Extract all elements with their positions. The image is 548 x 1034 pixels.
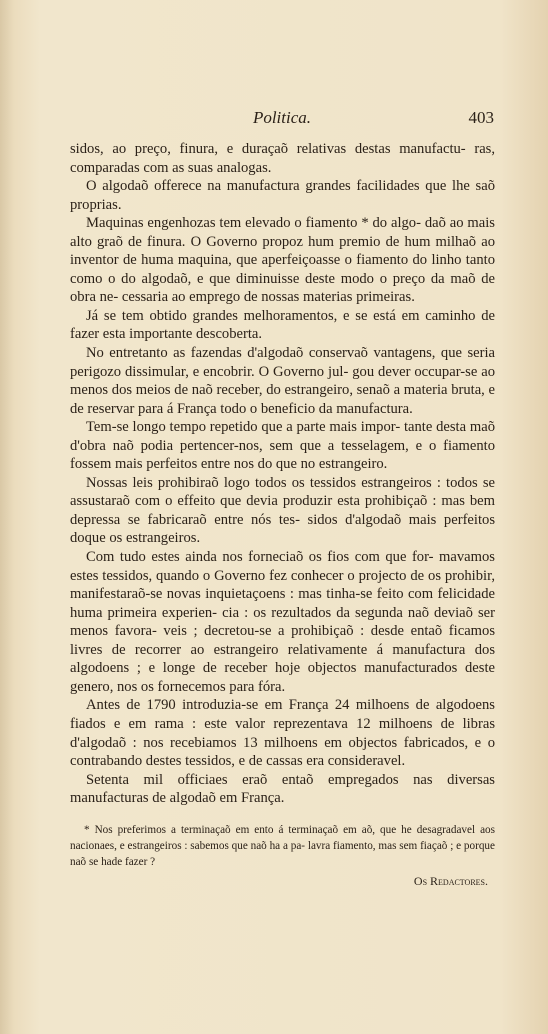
running-head-title: Politica. (252, 108, 312, 127)
paragraph: Maquinas engenhozas tem elevado o fiamento * do algo- daõ ao mais alto graõ de finura. O Governo propoz hum premio de hum milhaõ ao inventor de huma maquina, que aperfeiçoasse o fiamento do linho tanto como o do algodaõ, e que diminuisse deste modo o preço da maõ de obra ne- cessaria ao emprego de nossas materias primeiras. (70, 215, 495, 306)
paragraph: sidos, ao preço, finura, e duraçaõ relativas destas manufactu- ras, comparadas com as suas analogas. (70, 141, 495, 176)
paragraph: O algodaõ offerece na manufactura grandes facilidades que lhe saõ proprias. (70, 178, 495, 213)
body-text (70, 140, 495, 808)
paragraph: Antes de 1790 introduzia-se em França 24 milhoens de algodoens fiados e em rama : este valor reprezentava 12 milhoens de libras d'algodaõ : nos recebiamos 13 milhoens em objectos fabricados, e o contrabando destes tessidos, e de cassas era consideravel. (70, 697, 495, 770)
running-head (70, 108, 494, 134)
signature: Os Redactores. (413, 874, 488, 888)
footnote (70, 822, 495, 870)
paragraph: Já se tem obtido grandes melhoramentos, e se está em caminho de fazer esta importante descoberta. (70, 307, 495, 343)
paragraph: No entretanto as fazendas d'algodaõ conservaõ vantagens, que seria perigozo dissimular, e encobrir. O Governo jul- gou dever occupar-se ao menos dos meios de naõ receber, do estrangeiro, senaõ a materia bruta, e de reservar para á França todo o beneficio da manufactura. (70, 345, 495, 417)
paragraph: Tem-se longo tempo repetido que a parte mais impor- tante desta maõ d'obra naõ podia pertencer-nos, sem que a tesselagem, e o fiamento fossem mais perfeitos entre nos do que no estrangeiro. (70, 419, 495, 473)
footnote-text: * Nos preferimos a terminaçaõ em ento á terminaçaõ em aõ, que he desagradavel aos nacionaes, e estrangeiros : sabemos que naõ ha a pa- lavra fiamento, mas sem fiaçaõ ; e porque naõ se hade fazer ? (70, 824, 495, 868)
page-number: 403 (468, 108, 494, 127)
paragraph: Com tudo estes ainda nos forneciaõ os fios com que for- mavamos estes tessidos, quando o Governo fez conhecer o projecto de os prohibir, manifestaraõ-se novas inquietaçoens : mas tinha-se feito com felicidade huma primeira experien- cia : os rezultados da segunda naõ deviaõ ser menos favora- veis ; decretou-se a prohibiçaõ : desde entaõ ficamos livres de recorrer ao estrangeiro relativamente á manufactura dos algodoens ; e longe de receber hoje objectos manufacturados deste genero, nos os fornecemos para fóra. (70, 549, 495, 695)
paragraph: Nossas leis prohibiraõ logo todos os tessidos estrangeiros : todos se assustaraõ com o effeito que devia produzir esta prohibiçaõ : mas bem depressa se fabricaraõ entre nós tes- sidos d'algodaõ mais perfeitos doque os estrangeiros. (70, 474, 495, 547)
paragraph: Setenta mil officiaes eraõ entaõ empregados nas diversas manufacturas de algodaõ em França. (70, 771, 495, 807)
